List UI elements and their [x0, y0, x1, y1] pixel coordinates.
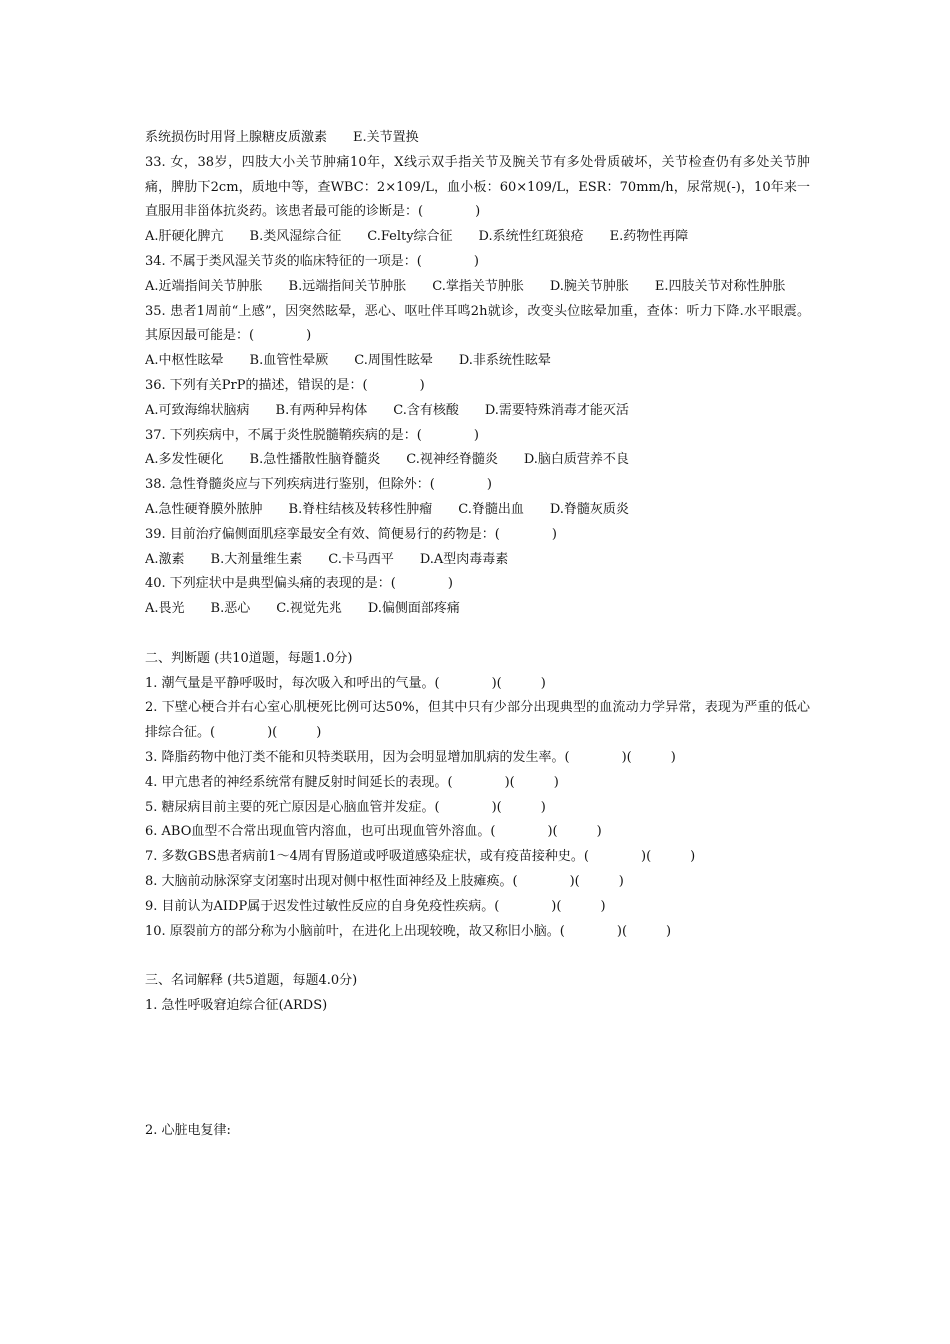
section-gap: [145, 944, 810, 969]
question-stem: 37. 下列疾病中，不属于炎性脱髓鞘疾病的是：( ): [145, 427, 479, 443]
judgment-item: 9. 目前认为AIDP属于迟发性过敏性反应的自身免疫性疾病。( )( ): [145, 898, 606, 914]
term-item: 2. 心脏电复律:: [145, 1122, 231, 1138]
question-33: [145, 151, 810, 250]
judgment-item: 10. 原裂前方的部分称为小脑前叶，在进化上出现较晚，故又称旧小脑。( )( ): [145, 923, 672, 939]
question-34: [145, 250, 810, 300]
question-stem: 36. 下列有关PrP的描述，错误的是：( ): [145, 377, 425, 393]
question-options: A.近端指间关节肿胀 B.远端指间关节肿胀 C.掌指关节肿胀 D.腕关节肿胀 E.四肢关节对称性肿胀: [145, 278, 786, 294]
question-options: A.多发性硬化 B.急性播散性脑脊髓炎 C.视神经脊髓炎 D.脑白质营养不良: [145, 452, 629, 468]
section-title: 三、名词解释 (共5道题，每题4.0分): [145, 973, 358, 989]
exam-page: [145, 126, 810, 1143]
judgment-item: 7. 多数GBS患者病前1～4周有胃肠道或呼吸道感染症状，或有疫苗接种史。( )( ): [145, 849, 696, 865]
question-35: [145, 300, 810, 374]
question-37: [145, 424, 810, 474]
section-gap: [145, 622, 810, 647]
question-options: A.畏光 B.恶心 C.视觉先兆 D.偏侧面部疼痛: [145, 601, 460, 617]
answer-space: [145, 1019, 810, 1119]
question-options: A.可致海绵状脑病 B.有两种异构体 C.含有核酸 D.需要特殊消毒才能灭活: [145, 402, 629, 418]
judgment-item: 6. ABO血型不合常出现血管内溶血，也可出现血管外溶血。( )( ): [145, 824, 602, 840]
question-stem: 33. 女，38岁，四肢大小关节肿痛10年，X线示双手指关节及腕关节有多处骨质破坏，关节检查仍有多处关节肿痛，脾肋下2cm，质地中等，查WBC：2×109/L，血小板：60×109/L，ESR：70mm/h，尿常规(-)，10年来一直服用非甾体抗炎药。该患者最可能的诊断是：( ): [145, 154, 810, 220]
question-options: A.中枢性眩晕 B.血管性晕厥 C.周围性眩晕 D.非系统性眩晕: [145, 353, 551, 369]
question-40: [145, 572, 810, 622]
question-options: A.肝硬化脾亢 B.类风湿综合征 C.Felty综合征 D.系统性红斑狼疮 E.药物性再障: [145, 229, 689, 245]
judgment-item: 8. 大脑前动脉深穿支闭塞时出现对侧中枢性面神经及上肢瘫痪。( )( ): [145, 873, 624, 889]
question-stem: 39. 目前治疗偏侧面肌痉挛最安全有效、简便易行的药物是：( ): [145, 526, 557, 542]
question-39: [145, 523, 810, 573]
section-term-definitions: [145, 969, 810, 1143]
question-stem: 34. 不属于类风湿关节炎的临床特征的一项是：( ): [145, 253, 479, 269]
judgment-item: 1. 潮气量是平静呼吸时，每次吸入和呼出的气量。( )( ): [145, 675, 546, 691]
continuation-line: 系统损伤时用肾上腺糖皮质激素 E.关节置换: [145, 130, 419, 145]
judgment-item: 5. 糖尿病目前主要的死亡原因是心脑血管并发症。( )( ): [145, 799, 546, 815]
question-stem: 40. 下列症状中是典型偏头痛的表现的是：( ): [145, 576, 453, 592]
question-options: A.急性硬脊膜外脓肿 B.脊柱结核及转移性肿瘤 C.脊髓出血 D.脊髓灰质炎: [145, 501, 629, 517]
question-options: A.激素 B.大剂量维生素 C.卡马西平 D.A型肉毒毒素: [145, 551, 509, 567]
judgment-item: 2. 下壁心梗合并右心室心肌梗死比例可达50%，但其中只有少部分出现典型的血流动力学异常，表现为严重的低心排综合征。( )( ): [145, 700, 810, 741]
question-38: [145, 473, 810, 523]
section-true-false: [145, 647, 810, 945]
question-stem: 35. 患者1周前“上感”，因突然眩晕，恶心、呕吐伴耳鸣2h就诊，改变头位眩晕加重，查体：听力下降.水平眼震。其原因最可能是：( ): [145, 303, 810, 344]
term-item: 1. 急性呼吸窘迫综合征(ARDS): [145, 997, 328, 1013]
judgment-item: 3. 降脂药物中他汀类不能和贝特类联用，因为会明显增加肌病的发生率。( )( ): [145, 749, 676, 765]
question-stem: 38. 急性脊髓炎应与下列疾病进行鉴别，但除外：( ): [145, 477, 492, 493]
question-36: [145, 374, 810, 424]
section-title: 二、判断题 (共10道题，每题1.0分): [145, 650, 353, 666]
judgment-item: 4. 甲亢患者的神经系统常有腱反射时间延长的表现。( )( ): [145, 774, 559, 790]
